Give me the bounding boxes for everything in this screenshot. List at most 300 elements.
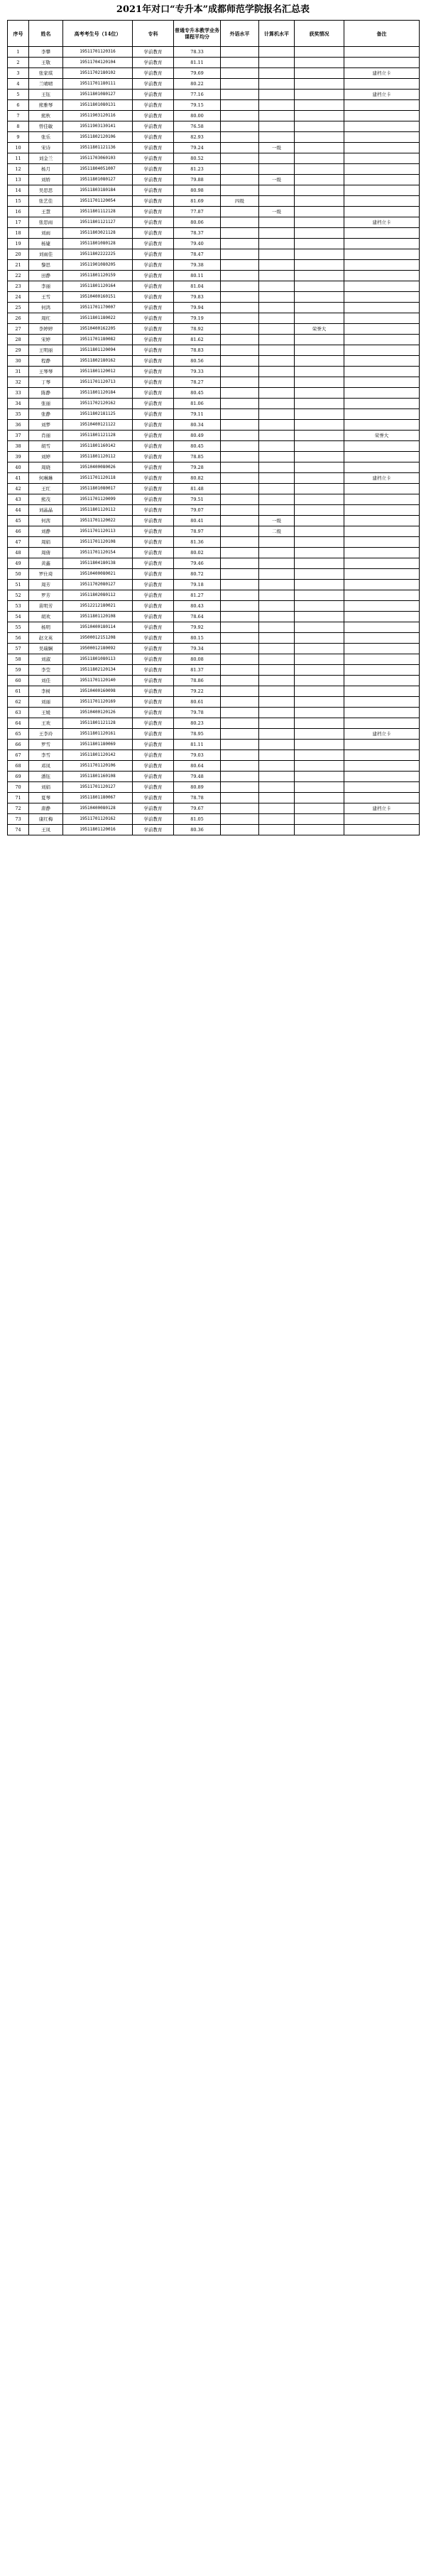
cell-index: 16 (8, 207, 29, 217)
cell-language (221, 644, 259, 654)
cell-language (221, 601, 259, 612)
cell-major: 学前教育 (133, 633, 174, 644)
cell-computer: 二级 (259, 526, 295, 537)
cell-major: 学前教育 (133, 825, 174, 835)
cell-index: 52 (8, 590, 29, 601)
cell-remarks (344, 175, 420, 185)
cell-language (221, 185, 259, 196)
cell-average: 79.67 (174, 803, 221, 814)
table-row (8, 175, 420, 185)
cell-name: 王明丽 (29, 345, 63, 356)
table-row (8, 335, 420, 345)
cell-remarks (344, 825, 420, 835)
cell-language (221, 622, 259, 633)
cell-index: 74 (8, 825, 29, 835)
table-row (8, 740, 420, 750)
cell-average: 79.03 (174, 750, 221, 761)
table-row (8, 590, 420, 601)
table-row (8, 185, 420, 196)
cell-remarks (344, 644, 420, 654)
cell-language (221, 473, 259, 484)
cell-exam-id: 19511803180184 (63, 185, 133, 196)
cell-remarks (344, 420, 420, 431)
table-row (8, 431, 420, 441)
table-row (8, 260, 420, 271)
cell-exam-id: 19511803021128 (63, 228, 133, 239)
cell-average: 79.15 (174, 100, 221, 111)
cell-index: 63 (8, 708, 29, 718)
cell-name: 李攀 (29, 47, 63, 58)
table-row (8, 271, 420, 281)
cell-name: 杨婕 (29, 239, 63, 249)
cell-computer (259, 750, 295, 761)
cell-exam-id: 19511701180111 (63, 79, 133, 90)
cell-computer (259, 665, 295, 676)
cell-name: 兰晴晴 (29, 79, 63, 90)
cell-average: 78.27 (174, 377, 221, 388)
cell-major: 学前教育 (133, 750, 174, 761)
cell-major: 学前教育 (133, 399, 174, 409)
cell-major: 学前教育 (133, 516, 174, 526)
cell-name: 夏琴 (29, 793, 63, 803)
cell-major: 学前教育 (133, 90, 174, 100)
cell-exam-id: 19511701120113 (63, 526, 133, 537)
cell-language (221, 377, 259, 388)
cell-name: 唐静 (29, 803, 63, 814)
cell-average: 78.95 (174, 729, 221, 740)
cell-index: 34 (8, 399, 29, 409)
cell-awards (295, 484, 344, 494)
col-header-computer: 计算机水平 (259, 21, 295, 47)
cell-awards (295, 654, 344, 665)
cell-language (221, 462, 259, 473)
cell-remarks: 建档立卡 (344, 90, 420, 100)
cell-index: 50 (8, 569, 29, 580)
cell-major: 学前教育 (133, 121, 174, 132)
cell-name: 张家琪 (29, 68, 63, 79)
cell-index: 32 (8, 377, 29, 388)
cell-awards (295, 431, 344, 441)
cell-remarks (344, 697, 420, 708)
cell-name: 赵文英 (29, 633, 63, 644)
cell-major: 学前教育 (133, 782, 174, 793)
cell-language: 四级 (221, 196, 259, 207)
cell-language (221, 420, 259, 431)
cell-exam-id: 19511701120140 (63, 676, 133, 686)
cell-awards (295, 825, 344, 835)
cell-index: 18 (8, 228, 29, 239)
cell-exam-id: 19511701170007 (63, 303, 133, 313)
cell-awards (295, 633, 344, 644)
cell-exam-id: 19511801080131 (63, 100, 133, 111)
cell-index: 26 (8, 313, 29, 324)
cell-language (221, 612, 259, 622)
cell-awards (295, 420, 344, 431)
cell-computer (259, 580, 295, 590)
table-row (8, 228, 420, 239)
cell-exam-id: 19511801112128 (63, 207, 133, 217)
cell-major: 学前教育 (133, 47, 174, 58)
cell-remarks (344, 260, 420, 271)
cell-awards (295, 761, 344, 772)
table-row (8, 249, 420, 260)
cell-major: 学前教育 (133, 494, 174, 505)
table-row (8, 558, 420, 569)
cell-index: 24 (8, 292, 29, 303)
cell-name: 张乐 (29, 132, 63, 143)
cell-remarks (344, 814, 420, 825)
cell-remarks (344, 345, 420, 356)
cell-major: 学前教育 (133, 143, 174, 153)
cell-language (221, 281, 259, 292)
cell-index: 44 (8, 505, 29, 516)
cell-awards (295, 313, 344, 324)
cell-computer (259, 47, 295, 58)
cell-name: 刘梦 (29, 420, 63, 431)
cell-awards (295, 537, 344, 548)
cell-computer (259, 121, 295, 132)
cell-language (221, 303, 259, 313)
cell-name: 张思雨 (29, 217, 63, 228)
cell-remarks (344, 292, 420, 303)
cell-name: 熊茂 (29, 494, 63, 505)
cell-index: 37 (8, 431, 29, 441)
cell-remarks (344, 100, 420, 111)
cell-exam-id: 19511801120112 (63, 505, 133, 516)
cell-major: 学前教育 (133, 772, 174, 782)
cell-major: 学前教育 (133, 580, 174, 590)
cell-computer (259, 100, 295, 111)
cell-language (221, 324, 259, 335)
cell-language (221, 548, 259, 558)
page-title: 2021年对口“专升本”成都师范学院报名汇总表 (116, 4, 310, 15)
cell-computer (259, 654, 295, 665)
cell-major: 学前教育 (133, 452, 174, 462)
cell-exam-id: 19511702080127 (63, 580, 133, 590)
table-row (8, 803, 420, 814)
table-row (8, 239, 420, 249)
cell-computer (259, 185, 295, 196)
cell-language (221, 590, 259, 601)
cell-index: 40 (8, 462, 29, 473)
cell-exam-id: 19511701120169 (63, 697, 133, 708)
cell-language (221, 367, 259, 377)
cell-average: 81.05 (174, 814, 221, 825)
col-header-language: 外语水平 (221, 21, 259, 47)
cell-awards (295, 718, 344, 729)
cell-language (221, 516, 259, 526)
cell-remarks (344, 367, 420, 377)
cell-name: 张艺佳 (29, 196, 63, 207)
cell-computer (259, 271, 295, 281)
cell-name: 丁琴 (29, 377, 63, 388)
cell-major: 学前教育 (133, 164, 174, 175)
cell-remarks (344, 772, 420, 782)
cell-average: 80.61 (174, 697, 221, 708)
cell-awards (295, 175, 344, 185)
cell-major: 学前教育 (133, 79, 174, 90)
cell-exam-id: 19512212180021 (63, 601, 133, 612)
cell-language (221, 729, 259, 740)
cell-name: 王李玲 (29, 729, 63, 740)
cell-index: 14 (8, 185, 29, 196)
cell-name: 周晓 (29, 462, 63, 473)
cell-language (221, 633, 259, 644)
table-row (8, 729, 420, 740)
cell-remarks (344, 718, 420, 729)
cell-average: 79.78 (174, 708, 221, 718)
cell-computer (259, 303, 295, 313)
cell-remarks (344, 153, 420, 164)
cell-index: 13 (8, 175, 29, 185)
cell-major: 学前教育 (133, 132, 174, 143)
cell-name: 罗芳 (29, 590, 63, 601)
cell-index: 33 (8, 388, 29, 399)
cell-computer: 一级 (259, 175, 295, 185)
cell-remarks (344, 622, 420, 633)
cell-exam-id: 19510400080026 (63, 462, 133, 473)
cell-language (221, 718, 259, 729)
cell-computer (259, 590, 295, 601)
table-row (8, 420, 420, 431)
cell-awards (295, 793, 344, 803)
cell-major: 学前教育 (133, 409, 174, 420)
cell-awards (295, 494, 344, 505)
col-header-major: 专科 (133, 21, 174, 47)
table-row (8, 654, 420, 665)
cell-index: 70 (8, 782, 29, 793)
cell-exam-id: 19511801120112 (63, 452, 133, 462)
cell-computer (259, 718, 295, 729)
cell-computer (259, 462, 295, 473)
cell-computer (259, 409, 295, 420)
cell-index: 4 (8, 79, 29, 90)
cell-average: 81.11 (174, 58, 221, 68)
cell-average: 79.46 (174, 558, 221, 569)
cell-awards (295, 228, 344, 239)
cell-remarks (344, 388, 420, 399)
cell-index: 22 (8, 271, 29, 281)
cell-average: 79.19 (174, 313, 221, 324)
cell-awards (295, 516, 344, 526)
cell-major: 学前教育 (133, 356, 174, 367)
cell-language (221, 271, 259, 281)
cell-major: 学前教育 (133, 484, 174, 494)
cell-name: 李雪 (29, 750, 63, 761)
cell-exam-id: 19510400080021 (63, 569, 133, 580)
cell-remarks (344, 612, 420, 622)
table-row (8, 697, 420, 708)
cell-average: 79.34 (174, 644, 221, 654)
table-row (8, 750, 420, 761)
cell-name: 熊雅琴 (29, 100, 63, 111)
cell-language (221, 388, 259, 399)
cell-major: 学前教育 (133, 367, 174, 377)
cell-remarks (344, 324, 420, 335)
cell-average: 79.18 (174, 580, 221, 590)
cell-major: 学前教育 (133, 473, 174, 484)
cell-computer (259, 825, 295, 835)
cell-major: 学前教育 (133, 68, 174, 79)
cell-major: 学前教育 (133, 537, 174, 548)
cell-index: 27 (8, 324, 29, 335)
cell-exam-id: 19511701120713 (63, 377, 133, 388)
cell-computer (259, 388, 295, 399)
cell-remarks (344, 537, 420, 548)
cell-exam-id: 19511801180022 (63, 313, 133, 324)
cell-major: 学前教育 (133, 175, 174, 185)
cell-major: 学前教育 (133, 569, 174, 580)
cell-exam-id: 19511801180067 (63, 793, 133, 803)
cell-computer (259, 111, 295, 121)
cell-language (221, 505, 259, 516)
col-header-remarks: 备注 (344, 21, 420, 47)
cell-average: 79.22 (174, 686, 221, 697)
cell-computer (259, 367, 295, 377)
cell-index: 58 (8, 654, 29, 665)
cell-computer (259, 132, 295, 143)
cell-language (221, 111, 259, 121)
cell-name: 王慧 (29, 207, 63, 217)
cell-index: 64 (8, 718, 29, 729)
cell-average: 79.40 (174, 239, 221, 249)
table-row (8, 633, 420, 644)
cell-language (221, 207, 259, 217)
cell-average: 79.88 (174, 175, 221, 185)
cell-name: 周红 (29, 313, 63, 324)
cell-exam-id: 19511801080128 (63, 239, 133, 249)
cell-average: 80.15 (174, 633, 221, 644)
cell-computer (259, 644, 295, 654)
cell-awards (295, 196, 344, 207)
cell-average: 80.00 (174, 111, 221, 121)
cell-major: 学前教育 (133, 665, 174, 676)
cell-computer (259, 324, 295, 335)
cell-awards (295, 249, 344, 260)
cell-index: 35 (8, 409, 29, 420)
cell-computer (259, 697, 295, 708)
cell-name: 邓凤 (29, 761, 63, 772)
cell-name: 胡欢 (29, 612, 63, 622)
cell-awards (295, 292, 344, 303)
cell-language (221, 409, 259, 420)
cell-major: 学前教育 (133, 676, 174, 686)
cell-name: 罗仕琦 (29, 569, 63, 580)
cell-index: 36 (8, 420, 29, 431)
cell-exam-id: 19511801160142 (63, 441, 133, 452)
cell-computer (259, 345, 295, 356)
cell-major: 学前教育 (133, 505, 174, 516)
cell-name: 刘丽 (29, 697, 63, 708)
cell-exam-id: 19511802222225 (63, 249, 133, 260)
col-header-exam-id: 高考考生号（14位） (63, 21, 133, 47)
cell-computer: 一级 (259, 207, 295, 217)
cell-exam-id: 19511801120164 (63, 281, 133, 292)
cell-remarks (344, 569, 420, 580)
cell-awards (295, 686, 344, 697)
cell-index: 57 (8, 644, 29, 654)
cell-computer (259, 612, 295, 622)
cell-language (221, 676, 259, 686)
cell-language (221, 58, 259, 68)
cell-language (221, 217, 259, 228)
cell-name: 刘淑 (29, 654, 63, 665)
cell-major: 学前教育 (133, 185, 174, 196)
cell-index: 8 (8, 121, 29, 132)
table-row (8, 612, 420, 622)
cell-awards (295, 185, 344, 196)
cell-exam-id: 19511801080113 (63, 654, 133, 665)
cell-major: 学前教育 (133, 207, 174, 217)
cell-language (221, 580, 259, 590)
table-row (8, 356, 420, 367)
cell-index: 7 (8, 111, 29, 121)
col-header-index: 序号 (8, 21, 29, 47)
cell-name: 王琴琴 (29, 367, 63, 377)
table-row (8, 462, 420, 473)
cell-average: 79.24 (174, 143, 221, 153)
cell-remarks (344, 590, 420, 601)
cell-exam-id: 19511801080127 (63, 175, 133, 185)
cell-major: 学前教育 (133, 420, 174, 431)
cell-language (221, 697, 259, 708)
cell-exam-id: 19511701120162 (63, 814, 133, 825)
cell-exam-id: 19510400121122 (63, 420, 133, 431)
cell-exam-id: 19511801080127 (63, 90, 133, 100)
cell-major: 学前教育 (133, 335, 174, 345)
cell-computer (259, 79, 295, 90)
cell-awards (295, 782, 344, 793)
cell-major: 学前教育 (133, 526, 174, 537)
cell-remarks (344, 494, 420, 505)
cell-name: 张丽 (29, 399, 63, 409)
cell-computer (259, 292, 295, 303)
cell-awards (295, 100, 344, 111)
cell-exam-id: 19511801120108 (63, 612, 133, 622)
cell-index: 20 (8, 249, 29, 260)
cell-average: 80.72 (174, 569, 221, 580)
cell-major: 学前教育 (133, 345, 174, 356)
cell-computer (259, 558, 295, 569)
cell-average: 80.98 (174, 185, 221, 196)
cell-average: 78.83 (174, 345, 221, 356)
cell-major: 学前教育 (133, 196, 174, 207)
cell-average: 80.36 (174, 825, 221, 835)
cell-computer (259, 196, 295, 207)
table-row (8, 452, 420, 462)
cell-index: 61 (8, 686, 29, 697)
table-row (8, 761, 420, 772)
cell-exam-id: 19511704120104 (63, 58, 133, 68)
cell-name: 程静 (29, 356, 63, 367)
table-row (8, 303, 420, 313)
cell-remarks (344, 580, 420, 590)
cell-index: 15 (8, 196, 29, 207)
cell-index: 19 (8, 239, 29, 249)
cell-major: 学前教育 (133, 153, 174, 164)
cell-computer (259, 622, 295, 633)
cell-average: 76.58 (174, 121, 221, 132)
table-row (8, 718, 420, 729)
table-row (8, 111, 420, 121)
cell-computer: 一级 (259, 516, 295, 526)
cell-average: 79.38 (174, 260, 221, 271)
cell-remarks (344, 793, 420, 803)
cell-index: 25 (8, 303, 29, 313)
cell-index: 45 (8, 516, 29, 526)
cell-awards (295, 526, 344, 537)
cell-language (221, 121, 259, 132)
